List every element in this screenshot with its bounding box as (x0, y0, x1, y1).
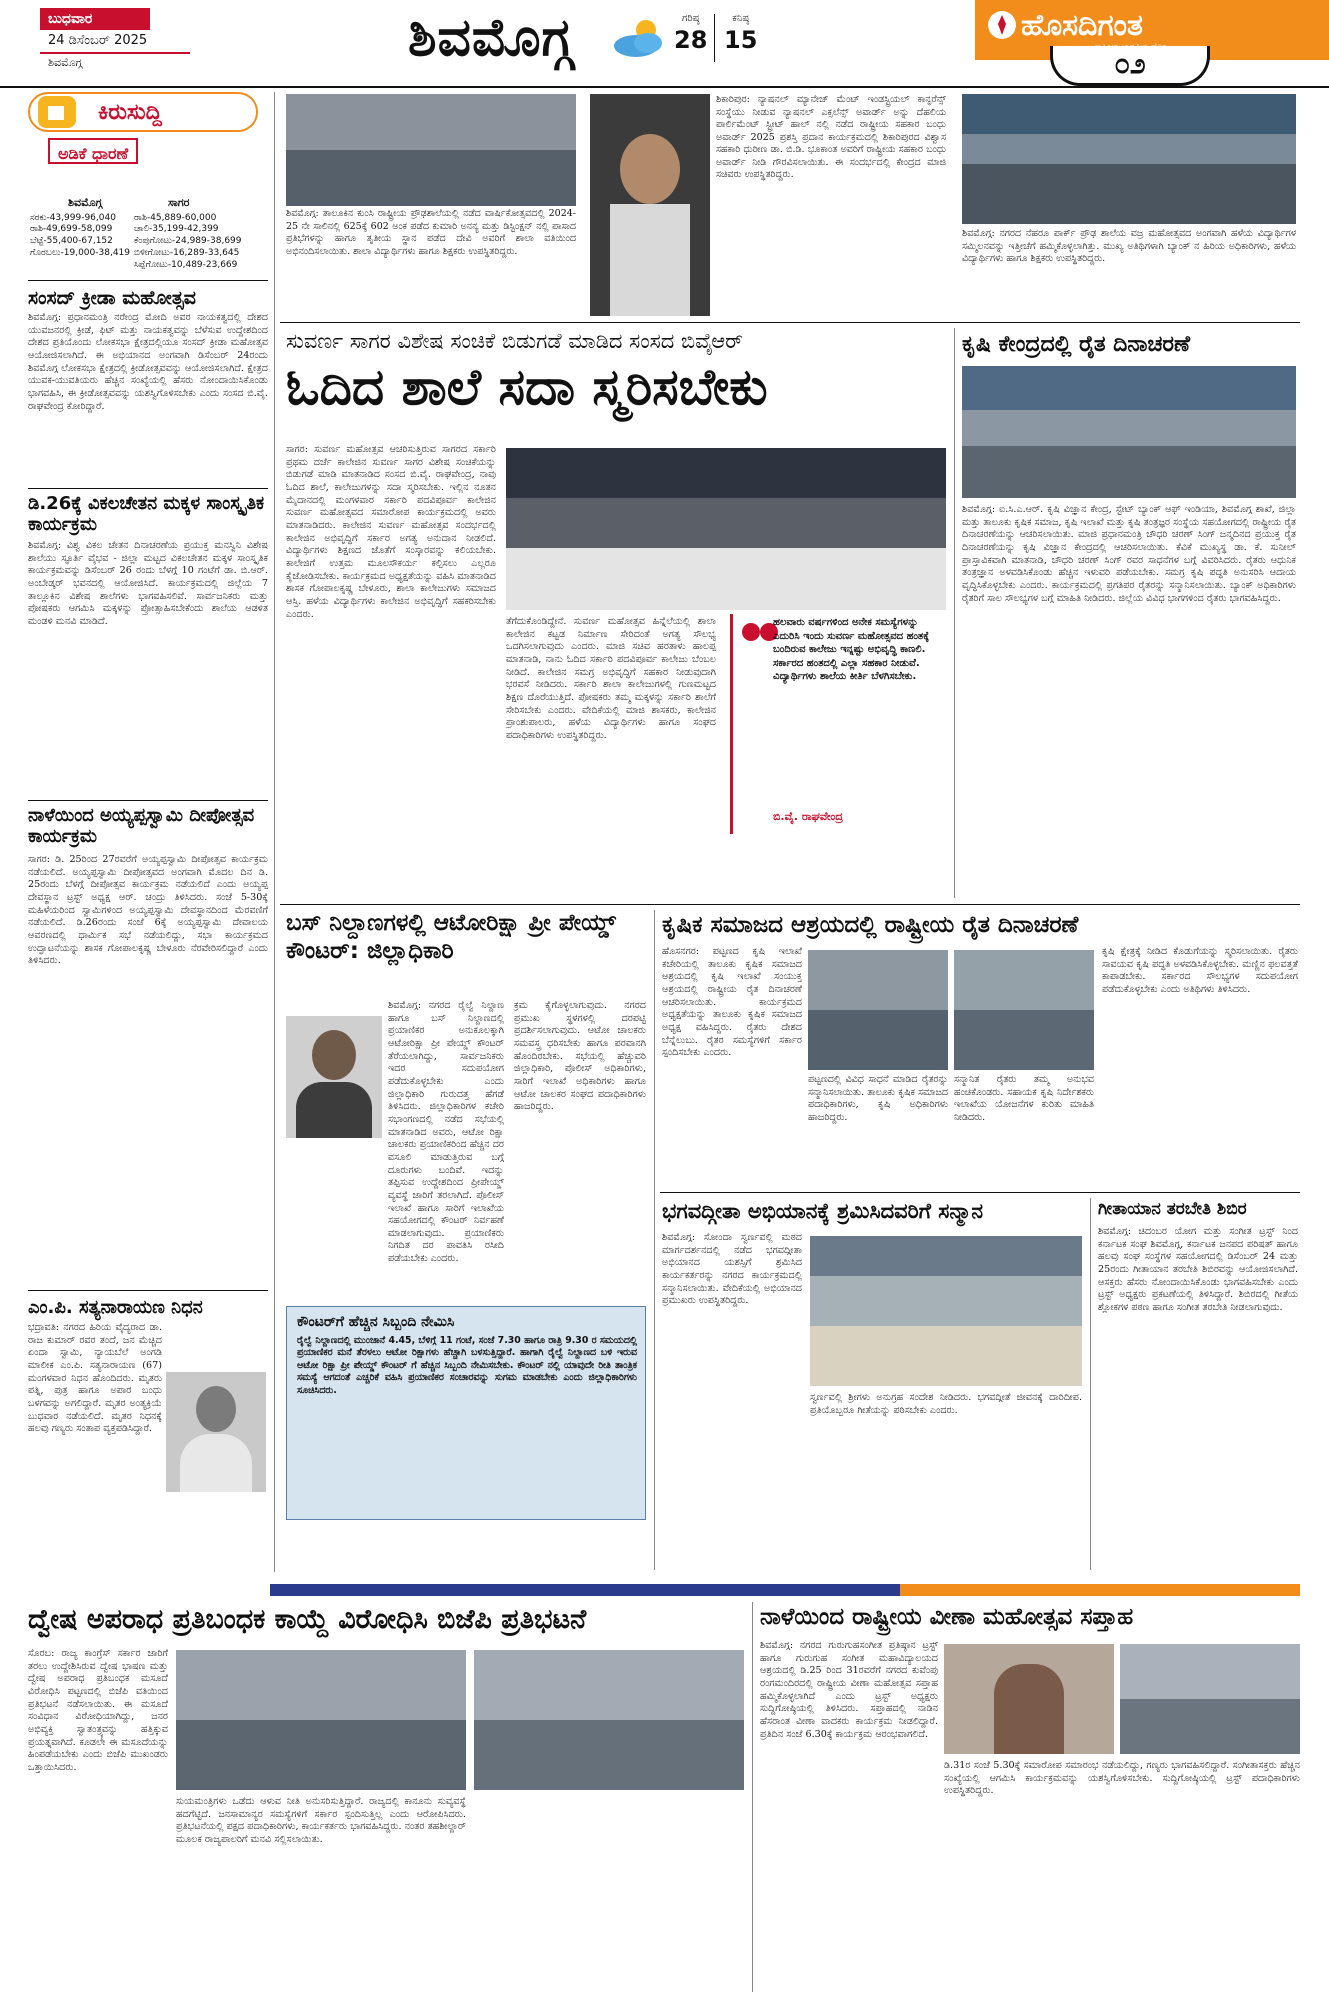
photo-veena-2 (1120, 1644, 1300, 1754)
market-cell: ಸರಕು-43,999-96,040 (30, 212, 116, 223)
column-divider (1090, 1198, 1091, 1570)
article-title: ಕೃಷಿಕ ಸಮಾಜದ ಆಶ್ರಯದಲ್ಲಿ ರಾಷ್ಟ್ರೀಯ ರೈತ ದಿನಾಚರಣೆ (662, 912, 1079, 938)
quote-author: ಬಿ.ವೈ. ರಾಘವೇಂದ್ರ (773, 810, 844, 823)
article-title: ಡಿ.26ಕ್ಕೆ ವಿಕಲಚೇತನ ಮಕ್ಕಳ ಸಾಂಸ್ಕೃತಿಕ ಕಾರ್ಯಕ್ರಮ (28, 493, 265, 535)
divider (280, 904, 1300, 905)
market-col2-head: ಸಾಗರ (168, 196, 190, 209)
market-cell: ಬಿಳೀಗೋಟು-16,289-33,645 (134, 248, 240, 259)
photo-gita (810, 1236, 1082, 1386)
article-body: ಸೊರಬ: ರಾಜ್ಯ ಕಾಂಗ್ರೆಸ್ ಸರ್ಕಾರ ಜಾರಿಗೆ ತರಲು ಉದ್ದೇಶಿಸಿರುವ ದ್ವೇಷ ಭಾಷಣ ಮತ್ತು ದ್ವೇಷ ಅಪರಾಧ ಪ್ರತಿಬಂಧಕ ಮಸೂದೆ ವಿರೋಧಿಸಿ ಪಟ್ಟಣದಲ್ಲಿ ಬಿಜೆಪಿ ವತಿಯಿಂದ ಪ್ರತಿಭಟನೆ ನಡೆಸಲಾಯಿತು. ಈ ಮಸೂದೆ ಸಂವಿಧಾನ ವಿರೋಧಿಯಾಗಿದ್ದು, ಜನರ ಅಭಿವ್ಯಕ್ತಿ ಸ್ವಾತಂತ್ರ್ಯವನ್ನು ಹತ್ತಿಕ್ಕುವ ಪ್ರಯತ್ನವಾಗಿದೆ. ಕೂಡಲೇ ಈ ಮಸೂದೆಯನ್ನು ಹಿಂಪಡೆಯಬೇಕು ಎಂದು ಬಿಜೆಪಿ ಮುಖಂಡರು ಒತ್ತಾಯಿಸಿದರು. (28, 1648, 168, 1773)
day: ಬುಧವಾರ (40, 8, 150, 30)
brand-name: ಹೊಸದಿಗಂತ (1021, 8, 1143, 43)
lead-title: ಓದಿದ ಶಾಲೆ ಸದಾ ಸ್ಮರಿಸಬೇಕು (286, 358, 768, 416)
article-title: ನಾಳೆಯಿಂದ ರಾಷ್ಟ್ರೀಯ ವೀಣಾ ಮಹೋತ್ಸವ ಸಪ್ತಾಹ (760, 1604, 1134, 1630)
quote-text: ಹಲವಾರು ವರ್ಷಗಳಿಂದ ಅನೇಕ ಸಮಸ್ಯೆಗಳನ್ನು ಎದುರಿಸಿ ಇಂದು ಸುವರ್ಣ ಮಹೋತ್ಸವದ ಹಂತಕ್ಕೆ ಬಂದಿರುವ ಕಾಲೇಜು ಇನ್ನಷ್ಟು ಅಭಿವೃದ್ಧಿ ಕಾಣಲಿ. ಸರ್ಕಾರದ ಹಂತದಲ್ಲಿ ಎಲ್ಲಾ ಸಹಕಾರ ನೀಡುವೆ. ವಿದ್ಯಾರ್ಥಿಗಳು ಶಾಲೆಯ ಕೀರ್ತಿ ಬೆಳಗಿಸಬೇಕು. (773, 617, 930, 682)
article-body: ಹೊಸನಗರ: ಪಟ್ಟಣದ ಕೃಷಿ ಇಲಾಖೆ ಕಚೇರಿಯಲ್ಲಿ ತಾಲೂಕು ಕೃಷಿಕ ಸಮಾಜದ ಆಶ್ರಯದಲ್ಲಿ ಕೃಷಿ ಇಲಾಖೆ ಸಂಯುಕ್ತ ಆಶ್ರಯದಲ್ಲಿ ರಾಷ್ಟ್ರೀಯ ರೈತ ದಿನಾಚರಣೆ ಆಚರಿಸಲಾಯಿತು. ಕಾರ್ಯಕ್ರಮದ ಅಧ್ಯಕ್ಷತೆಯನ್ನು ತಾಲೂಕು ಕೃಷಿಕ ಸಮಾಜದ ಅಧ್ಯಕ್ಷ ವಹಿಸಿದ್ದರು. ರೈತರು ದೇಶದ ಬೆನ್ನೆಲುಬು. ರೈತರ ಸಮಸ್ಯೆಗಳಿಗೆ ಸರ್ಕಾರ ಸ್ಪಂದಿಸಬೇಕು ಎಂದರು. (662, 946, 802, 1059)
market-cell: ರಾಶಿ-45,889-60,000 (134, 212, 217, 223)
photo-protest-2 (474, 1650, 744, 1790)
article-body: ಸಾಗರ: ಡಿ. 25ರಿಂದ 27ರವರೆಗೆ ಅಯ್ಯಪ್ಪಸ್ವಾಮಿ ದೀಪೋತ್ಸವ ಕಾರ್ಯಕ್ರಮ ನಡೆಯಲಿದೆ. ಅಯ್ಯಪ್ಪಸ್ವಾಮಿ ದೀಪೋತ್ಸವದ ಅಂಗವಾಗಿ ಮೊದಲ ದಿನ ಡಿ. 25ರಂದು ಬೆಳಗ್ಗೆ ದೀಪೋತ್ಸವ ಕಾರ್ಯಕ್ರಮ ನಡೆಯಲಿದೆ ಎಂದು ಅಯ್ಯಪ್ಪ ದೇವಸ್ಥಾನ ಟ್ರಸ್ಟ್ ಅಧ್ಯಕ್ಷ ಆರ್. ಚಂದ್ರು ತಿಳಿಸಿದರು. ಸಂಜೆ 5-30ಕ್ಕೆ ಮಹಿಳೆಯರಿಂದ ಸ್ವಾಮಿಗಳಿಂದ ಅಯ್ಯಪ್ಪಸ್ವಾಮಿ ದೇವಸ್ಥಾನದಿಂದ ಮೆರವಣಿಗೆ ನಡೆಯಲಿದೆ. ಡಿ.26ರಂದು ಸಂಜೆ 6ಕ್ಕೆ ಅಯ್ಯಪ್ಪಸ್ವಾಮಿ ದೇವಾಲಯ ಆವರಣದಲ್ಲಿ ಧಾರ್ಮಿಕ ಸಭೆ ನಡೆಯಲಿದ್ದು, ಸಭಾ ಕಾರ್ಯಕ್ರಮದ ಉದ್ಘಾಟನೆಯನ್ನು ಶಾಸಕ ಗೋಪಾಲಕೃಷ್ಣ ಬೇಳೂರು ನೆರವೇರಿಸಲಿದ್ದಾರೆ ಎಂದು ತಿಳಿಸಿದರು. (28, 854, 268, 967)
market-cell: ಚಾಲಿ-35,199-42,399 (134, 224, 219, 235)
article-title: ಗೀತಾಯಾನ ತರಬೇತಿ ಶಿಬಿರ (1098, 1199, 1247, 1219)
divider (28, 800, 268, 801)
column-divider (954, 328, 955, 898)
photo-school-felicitation (286, 94, 576, 206)
market-col1-head: ಶಿವಮೊಗ್ಗ (68, 196, 103, 209)
section-bar-orange (900, 1584, 1300, 1596)
article-title: ಸಂಸದ್ ಕ್ರೀಡಾ ಮಹೋತ್ಸವ (28, 287, 196, 309)
article-title: ನಾಳೆಯಿಂದ ಅಯ್ಯಪ್ಪಸ್ವಾಮಿ ದೀಪೋತ್ಸವ ಕಾರ್ಯಕ್ರಮ (28, 805, 255, 847)
article-title: ಎಂ.ಪಿ. ಸತ್ಯನಾರಾಯಣ ನಿಧನ (28, 1297, 203, 1318)
photo-caption: ಪಟ್ಟಣದಲ್ಲಿ ವಿವಿಧ ಸಾಧನೆ ಮಾಡಿದ ರೈತರನ್ನು ಸನ್ಮಾನಿಸಲಾಯಿತು. ತಾಲೂಕು ಕೃಷಿಕ ಸಮಾಜದ ಪದಾಧಿಕಾರಿಗಳು, ಕೃಷಿ ಅಧಿಕಾರಿಗಳು ಹಾಜರಿದ್ದರು. (808, 1074, 948, 1123)
date: 24 ಡಿಸೆಂಬರ್ 2025 (40, 30, 190, 53)
photo-district-collector (286, 1016, 382, 1138)
photo-alumni-meet (962, 94, 1296, 224)
divider (280, 322, 1300, 323)
column-divider (274, 92, 275, 1572)
photo-award (590, 94, 710, 316)
photo-veena-1 (944, 1644, 1114, 1754)
market-cell: ಸಿಪ್ಪೆಗೋಟು-10,489-23,669 (134, 260, 238, 271)
article-body: ಶಿವಮೊಗ್ಗ: ಐ.ಸಿ.ಎ.ಆರ್. ಕೃಷಿ ವಿಜ್ಞಾನ ಕೇಂದ್ರ, ಸ್ಟೇಟ್ ಬ್ಯಾಂಕ್ ಆಫ್ ಇಂಡಿಯಾ, ಶಿವಮೊಗ್ಗ ಶಾಖೆ, ಜಿಲ್ಲಾ ಮತ್ತು ತಾಲೂಕು ಕೃಷಿಕ ಸಮಾಜ, ಕೃಷಿ ಇಲಾಖೆ ಮತ್ತು ಕೃಷಿ ತಂತ್ರಜ್ಞರ ಸಂಸ್ಥೆಯ ಸಹಯೋಗದಲ್ಲಿ ರಾಷ್ಟ್ರೀಯ ರೈತ ದಿನಾಚರಣೆಯನ್ನು ಆಚರಿಸಲಾಯಿತು. ಮಾಜಿ ಪ್ರಧಾನಮಂತ್ರಿ ಚೌಧರಿ ಚರಣ್ ಸಿಂಗ್ ಜನ್ಮದಿನದ ಪ್ರಯುಕ್ತ ರೈತ ದಿನಾಚರಣೆಯನ್ನು ಕೃಷಿ ವಿಜ್ಞಾನ ಕೇಂದ್ರದಲ್ಲಿ ಆಚರಿಸಲಾಯಿತು. ಕೆವಿಕೆ ಮುಖ್ಯಸ್ಥ ಡಾ. ಕೆ. ಸುನೀಲ್ ಪ್ರಾಸ್ತಾವಿಕವಾಗಿ ಮಾತನಾಡಿ, ಚೌಧರಿ ಚರಣ್ ಸಿಂಗ್ ರವರ ಸಾಧನೆಗಳ ಬಗ್ಗೆ ವಿವರಿಸಿದರು. ರೈತರು ಆಧುನಿಕ ತಂತ್ರಜ್ಞಾನ ಅಳವಡಿಸಿಕೊಂಡು ಹೆಚ್ಚಿನ ಇಳುವರಿ ಪಡೆಯಬೇಕು. ಸಮಗ್ರ ಕೃಷಿ ಪದ್ಧತಿ ಅನುಸರಿಸಿ ಆದಾಯ ವೃದ್ಧಿಸಿಕೊಳ್ಳಬೇಕು ಎಂದರು. ಕಾರ್ಯಕ್ರಮದಲ್ಲಿ ಪ್ರಗತಿಪರ ರೈತರನ್ನು ಸನ್ಮಾನಿಸಲಾಯಿತು. ಬ್ಯಾಂಕ್ ಅಧಿಕಾರಿಗಳು ರೈತರಿಗೆ ಸಾಲ ಸೌಲಭ್ಯಗಳ ಬಗ್ಗೆ ಮಾಹಿತಿ ನೀಡಿದರು. ಜಿಲ್ಲೆಯ ವಿವಿಧ ಭಾಗಗಳಿಂದ ರೈತರು ಭಾಗವಹಿಸಿದ್ದರು. (962, 504, 1296, 604)
lead-body-col2: ತೆಗೆದುಕೊಂಡಿದ್ದೇನೆ. ಸುವರ್ಣ ಮಹೋತ್ಸವ ಹಿನ್ನೆಲೆಯಲ್ಲಿ ಶಾಲಾ ಕಾಲೇಜಿನ ಕಟ್ಟಡ ನಿರ್ಮಾಣ ಸೇರಿದಂತೆ ಅಗತ್ಯ ಸೌಲಭ್ಯ ಒದಗಿಸಲಾಗುವುದು ಎಂದರು. ಮಾಜಿ ಸಚಿವ ಹರತಾಳು ಹಾಲಪ್ಪ ಮಾತನಾಡಿ, ನಾನು ಓದಿದ ಸರ್ಕಾರಿ ಪದವಿಪೂರ್ವ ಕಾಲೇಜು ಬೆಂಬಲ ನೀಡಿದೆ. ಕಾಲೇಜಿನ ಸಮಗ್ರ ಅಭಿವೃದ್ಧಿಗೆ ಸಹಕಾರ ನೀಡುವುದಾಗಿ ಭರವಸೆ ನೀಡಿದರು. ಸರ್ಕಾರಿ ಶಾಲಾ ಕಾಲೇಜುಗಳಲ್ಲಿ ಗುಣಮಟ್ಟದ ಶಿಕ್ಷಣ ದೊರೆಯುತ್ತಿದೆ. ಪೋಷಕರು ತಮ್ಮ ಮಕ್ಕಳನ್ನು ಸರ್ಕಾರಿ ಶಾಲೆಗೆ ಸೇರಿಸಬೇಕು ಎಂದರು. ವೇದಿಕೆಯಲ್ಲಿ ಮಾಜಿ ಶಾಸಕರು, ಕಾಲೇಜಿನ ಪ್ರಾಂಶುಪಾಲರು, ಹಳೆಯ ವಿದ್ಯಾರ್ಥಿಗಳು ಹಾಗೂ ಸಂಘದ ಪದಾಧಿಕಾರಿಗಳು ಉಪಸ್ಥಿತರಿದ್ದರು. (506, 616, 716, 741)
lead-photo (506, 448, 946, 610)
photo-caption: ಸನ್ಮಾನಿತ ರೈತರು ತಮ್ಮ ಅನುಭವ ಹಂಚಿಕೊಂಡರು. ಸಹಾಯಕ ಕೃಷಿ ನಿರ್ದೇಶಕರು ಇಲಾಖೆಯ ಯೋಜನೆಗಳ ಕುರಿತು ಮಾಹಿತಿ ನೀಡಿದರು. (954, 1074, 1094, 1123)
max-temp: 28 (674, 26, 708, 55)
article-body: ಶಿವಮೊಗ್ಗ: ನಗರದ ಗುರುಗುಹಸಂಗೀತ ಪ್ರತಿಷ್ಠಾನ ಟ್ರಸ್ಟ್ ಹಾಗೂ ಗುರುಗುಹ ಸಂಗೀತ ಮಹಾವಿದ್ಯಾಲಯದ ಆಶ್ರಯದಲ್ಲಿ ಡಿ.25 ರಿಂದ 31ರವರೆಗೆ ನಗರದ ಕುವೆಂಪು ರಂಗಮಂದಿರದಲ್ಲಿ ರಾಷ್ಟ್ರೀಯ ವೀಣಾ ಮಹೋತ್ಸವ ಸಪ್ತಾಹ ಹಮ್ಮಿಕೊಳ್ಳಲಾಗಿದೆ ಎಂದು ಟ್ರಸ್ಟ್ ಅಧ್ಯಕ್ಷರು ಸುದ್ದಿಗೋಷ್ಠಿಯಲ್ಲಿ ತಿಳಿಸಿದರು. ಸಪ್ತಾಹದಲ್ಲಿ ನಾಡಿನ ಹೆಸರಾಂತ ವೀಣಾ ವಾದಕರು ಕಾರ್ಯಕ್ರಮ ನೀಡಲಿದ್ದಾರೆ. ಪ್ರತಿದಿನ ಸಂಜೆ 6.30ಕ್ಕೆ ಕಾರ್ಯಕ್ರಮ ಆರಂಭವಾಗಲಿದೆ. (760, 1640, 938, 1740)
masthead (0, 0, 1329, 86)
market-table (28, 196, 268, 272)
obituary-photo (166, 1372, 266, 1492)
article-body: ಶಿವಮೊಗ್ಗ: ಸೋಂದಾ ಸ್ವರ್ಣವಲ್ಲಿ ಮಠದ ಮಾರ್ಗದರ್ಶನದಲ್ಲಿ ನಡೆದ ಭಗವದ್ಗೀತಾ ಅಭಿಯಾನದ ಯಶಸ್ಸಿಗೆ ಶ್ರಮಿಸಿದ ಕಾರ್ಯಕರ್ತರನ್ನು ನಗರದ ಕಾರ್ಯಕ್ರಮದಲ್ಲಿ ಸನ್ಮಾನಿಸಲಾಯಿತು. ವೇದಿಕೆಯಲ್ಲಿ ಅಭಿಯಾನದ ಪ್ರಮುಖರು ಉಪಸ್ಥಿತರಿದ್ದರು. (662, 1232, 802, 1307)
header-rule (0, 86, 1329, 88)
info-box (286, 1306, 646, 1520)
article-body: ಶಿವಮೊಗ್ಗ: ವಿಶ್ವ ವಿಕಲ ಚೇತನ ದಿನಾಚರಣೆಯ ಪ್ರಯುಕ್ತ ಮನಸ್ವಿನಿ ವಿಶೇಷ ಶಾಲೆಯು ಸ್ಫೂರ್ತಿ ವೈಭವ - ಜಿಲ್ಲಾ ಮಟ್ಟದ ವಿಕಲಚೇತನ ಮಕ್ಕಳ ಸಾಂಸ್ಕೃತಿಕ ಕಾರ್ಯಕ್ರಮವನ್ನು ಡಿಸೆಂಬರ್ 26 ರಂದು ಬೆಳಗ್ಗೆ 10 ಗಂಟೆಗೆ ಡಾ. ಬಿ.ಆರ್. ಅಂಬೇಡ್ಕರ್ ಭವನದಲ್ಲಿ ಆಯೋಜಿಸಿದೆ. ಕಾರ್ಯಕ್ರಮದಲ್ಲಿ ಜಿಲ್ಲೆಯ 7 ತಾಲ್ಲೂಕಿನ ವಿಶೇಷ ಶಾಲೆಗಳು ಭಾಗವಹಿಸಲಿವೆ. ಸಾರ್ವಜನಿಕರು ಮತ್ತು ಪೋಷಕರು ಆಗಮಿಸಿ ಮಕ್ಕಳನ್ನು ಪ್ರೋತ್ಸಾಹಿಸಬೇಕೆಂದು ಶಾಲೆಯ ಆಡಳಿತ ಮಂಡಳಿ ಮನವಿ ಮಾಡಿದೆ. (28, 540, 268, 627)
max-temp-label: ಗರಿಷ್ಠ (681, 13, 700, 24)
market-title: ಅಡಿಕೆ ಧಾರಣೆ (58, 144, 129, 163)
market-cell: ಕೆಂಪುಗೋಟು-24,989-38,699 (134, 236, 242, 247)
article-body: ಶಿವಮೊಗ್ಗ: ನಗರದ ರೈಲ್ವೆ ನಿಲ್ದಾಣ ಹಾಗೂ ಬಸ್ ನಿಲ್ದಾಣದಲ್ಲಿ ಪ್ರಯಾಣಿಕರ ಅನುಕೂಲಕ್ಕಾಗಿ ಆಟೋರಿಕ್ಷಾ ಪ್ರೀ ಪೇಯ್ಡ್ ಕೌಂಟರ್ ತೆರೆಯಲಾಗಿದ್ದು, ಸಾರ್ವಜನಿಕರು ಇದರ ಸದುಪಯೋಗ ಪಡೆದುಕೊಳ್ಳಬೇಕು ಎಂದು ಜಿಲ್ಲಾಧಿಕಾರಿ ಗುರುದತ್ತ ಹೆಗಡೆ ತಿಳಿಸಿದರು. ಜಿಲ್ಲಾಧಿಕಾರಿಗಳ ಕಚೇರಿ ಸಭಾಂಗಣದಲ್ಲಿ ನಡೆದ ಸಭೆಯಲ್ಲಿ ಮಾತನಾಡಿದ ಅವರು, ಆಟೋ ರಿಕ್ಷಾ ಚಾಲಕರು ಪ್ರಯಾಣಿಕರಿಂದ ಹೆಚ್ಚಿನ ದರ ವಸೂಲಿ ಮಾಡುತ್ತಿರುವ ಬಗ್ಗೆ ದೂರುಗಳು ಬಂದಿವೆ. ಇದನ್ನು ತಪ್ಪಿಸುವ ಉದ್ದೇಶದಿಂದ ಪ್ರೀಪೇಯ್ಡ್ ವ್ಯವಸ್ಥೆ ಜಾರಿಗೆ ತರಲಾಗಿದೆ. ಪೊಲೀಸ್ ಇಲಾಖೆ ಹಾಗೂ ಸಾರಿಗೆ ಇಲಾಖೆಯ ಸಹಯೋಗದಲ್ಲಿ ಕೌಂಟರ್ ನಿರ್ವಹಣೆ ಮಾಡಲಾಗುವುದು. ಪ್ರಯಾಣಿಕರು ನಿಗದಿತ ದರ ಪಾವತಿಸಿ ರಸೀದಿ ಪಡೆಯಬೇಕು ಎಂದರು. (388, 1000, 504, 1265)
article-title: ಬಸ್ ನಿಲ್ದಾಣಗಳಲ್ಲಿ ಆಟೋರಿಕ್ಷಾ ಪ್ರೀ ಪೇಯ್ಡ್ ಕೌಂಟರ್: ಜಿಲ್ಲಾಧಿಕಾರಿ (286, 910, 616, 964)
divider (28, 280, 268, 281)
market-cell: ಗೊರಬಲು-19,000-38,419 (30, 248, 130, 259)
info-box-title: ಕೌಂಟರ್‌ಗೆ ಹೆಚ್ಚಿನ ಸಿಬ್ಬಂದಿ ನೇಮಿಸಿ (297, 1314, 455, 1330)
brand-logo-icon (987, 10, 1017, 40)
date-block (40, 8, 270, 72)
market-title-box (48, 138, 138, 164)
column-divider (752, 1602, 753, 1992)
column-divider (654, 910, 655, 1570)
market-cell: ಬೆಟ್ಟೆ-55,400-67,152 (30, 236, 113, 247)
weather-icon (610, 16, 670, 60)
photo-krushika-1 (808, 950, 948, 1070)
lead-body-col1: ಸಾಗರ: ಸುವರ್ಣ ಮಹೋತ್ಸವ ಆಚರಿಸುತ್ತಿರುವ ಸಾಗರದ ಸರ್ಕಾರಿ ಪ್ರಥಮ ದರ್ಜೆ ಕಾಲೇಜಿನ ಸುವರ್ಣ ಸಾಗರ ವಿಶೇಷ ಸಂಚಿಕೆಯನ್ನು ಬಿಡುಗಡೆ ಮಾಡಿ ಮಾತನಾಡಿದ ಸಂಸದ ಬಿ.ವೈ. ರಾಘವೇಂದ್ರ, ನಾವು ಓದಿದ ಶಾಲೆ, ಕಾಲೇಜುಗಳನ್ನು ಸದಾ ಸ್ಮರಿಸಬೇಕು. ಇಲ್ಲಿನ ನೂತನ ಮೈದಾನದಲ್ಲಿ ಮಂಗಳವಾರ ಸರ್ಕಾರಿ ಪದವಿಪೂರ್ವ ಕಾಲೇಜಿನ ಸುವರ್ಣ ಮಹೋತ್ಸವದ ಸಮಾರೋಪ ಕಾರ್ಯಕ್ರಮದಲ್ಲಿ ಅವರು ಮಾತನಾಡಿದರು. ಕಾಲೇಜಿನ ಸುವರ್ಣ ಮಹೋತ್ಸವ ಸಂದರ್ಭದಲ್ಲಿ ಕಾಲೇಜಿನ ಅಭಿವೃದ್ಧಿಗೆ ಸರ್ಕಾರ ಅಗತ್ಯ ಅನುದಾನ ನೀಡಲಿದೆ. ವಿದ್ಯಾರ್ಥಿಗಳು ಶಿಕ್ಷಣದ ಜೊತೆಗೆ ಸಂಸ್ಕಾರವನ್ನು ಕಲಿಯಬೇಕು. ಕಾಲೇಜಿಗೆ ಉತ್ತಮ ಮೂಲಸೌಕರ್ಯ ಕಲ್ಪಿಸಲು ಎಲ್ಲರೂ ಕೈಜೋಡಿಸಬೇಕು. ಕಾರ್ಯಕ್ರಮದ ಅಧ್ಯಕ್ಷತೆಯನ್ನು ವಹಿಸಿ ಮಾತನಾಡಿದ ಶಾಸಕ ಗೋಪಾಲಕೃಷ್ಣ ಬೇಳೂರು, ಶಾಲಾ ಕಾಲೇಜುಗಳು ಸಮಾಜದ ಆಸ್ತಿ. ಹಳೆಯ ವಿದ್ಯಾರ್ಥಿಗಳು ಕಾಲೇಜಿನ ಅಭಿವೃದ್ಧಿಗೆ ಸಹಕರಿಸಬೇಕು ಎಂದರು. (286, 444, 496, 620)
article-body: ಕ್ರಮ ಕೈಗೊಳ್ಳಲಾಗುವುದು. ನಗರದ ಪ್ರಮುಖ ಸ್ಥಳಗಳಲ್ಲಿ ದರಪಟ್ಟಿ ಪ್ರದರ್ಶಿಸಲಾಗುವುದು. ಆಟೋ ಚಾಲಕರು ಸಮವಸ್ತ್ರ ಧರಿಸಬೇಕು ಹಾಗೂ ಪರವಾನಗಿ ಹೊಂದಿರಬೇಕು. ಸಭೆಯಲ್ಲಿ ಹೆಚ್ಚುವರಿ ಜಿಲ್ಲಾಧಿಕಾರಿ, ಪೊಲೀಸ್ ಅಧಿಕಾರಿಗಳು, ಸಾರಿಗೆ ಇಲಾಖೆ ಅಧಿಕಾರಿಗಳು ಹಾಗೂ ಆಟೋ ಚಾಲಕರ ಸಂಘದ ಪದಾಧಿಕಾರಿಗಳು ಹಾಜರಿದ್ದರು. (514, 1000, 646, 1113)
article-body: ಕೃಷಿ ಕ್ಷೇತ್ರಕ್ಕೆ ನೀಡಿದ ಕೊಡುಗೆಯನ್ನು ಸ್ಮರಿಸಲಾಯಿತು. ರೈತರು ಸಾವಯವ ಕೃಷಿ ಪದ್ಧತಿ ಅಳವಡಿಸಿಕೊಳ್ಳಬೇಕು. ಮಣ್ಣಿನ ಫಲವತ್ತತೆ ಕಾಪಾಡಬೇಕು. ಸರ್ಕಾರದ ಸೌಲಭ್ಯಗಳ ಸದುಪಯೋಗ ಪಡೆದುಕೊಳ್ಳಬೇಕು ಎಂದು ಅತಿಥಿಗಳು ತಿಳಿಸಿದರು. (1102, 946, 1298, 995)
weather-widget (610, 10, 780, 70)
photo-caption: ಶಿವಮೊಗ್ಗ: ನಗರದ ನೆಹರೂ ಪಾರ್ಕ್ ಪ್ರೌಢ ಶಾಲೆಯ ವಜ್ರ ಮಹೋತ್ಸವದ ಅಂಗವಾಗಿ ಹಳೆಯ ವಿದ್ಯಾರ್ಥಿಗಳ ಸಮ್ಮಿಲನವನ್ನು ಇತ್ತೀಚೆಗೆ ಹಮ್ಮಿಕೊಳ್ಳಲಾಗಿತ್ತು. ಮುಖ್ಯ ಅತಿಥಿಗಳಾಗಿ ಬ್ಯಾಂಕ್ ನ ಹಿರಿಯ ಅಧಿಕಾರಿಗಳು, ಹಳೆಯ ವಿದ್ಯಾರ್ಥಿಗಳು ಹಾಗೂ ಶಿಕ್ಷಕರು ಉಪಸ್ಥಿತರಿದ್ದರು. (962, 228, 1296, 265)
divider (28, 488, 268, 489)
article-title: ಭಗವದ್ಗೀತಾ ಅಭಿಯಾನಕ್ಕೆ ಶ್ರಮಿಸಿದವರಿಗೆ ಸನ್ಮಾನ (662, 1199, 984, 1223)
divider (660, 1192, 1300, 1193)
article-body: ಶಿವಮೊಗ್ಗ: ಪ್ರಧಾನಮಂತ್ರಿ ನರೇಂದ್ರ ಮೋದಿ ಅವರ ನಾಯಕತ್ವದಲ್ಲಿ ದೇಶದ ಯುವಜನರಲ್ಲಿ ಕ್ರೀಡೆ, ಫಿಟ್ ಮತ್ತು ನಾಯಕತ್ವವನ್ನು ಬೆಳೆಸುವ ಉದ್ದೇಶದಿಂದ ದೇಶದ ಪ್ರತಿಯೊಂದು ಲೋಕಸಭಾ ಕ್ಷೇತ್ರದಲ್ಲಿಯೂ ಸಂಸದ್ ಕ್ರೀಡಾ ಮಹೋತ್ಸವ ಆಯೋಜಿಸಲಾಗಿದೆ. ಈ ಅಭಿಯಾನದ ಅಂಗವಾಗಿ ಡಿಸೆಂಬರ್ 24ರಂದು ಶಿವಮೊಗ್ಗ ಲೋಕಸಭಾ ಕ್ಷೇತ್ರದಲ್ಲಿ ಕ್ರೀಡೋತ್ಸವವನ್ನು ಆಯೋಜಿಸಲಾಗಿದೆ. ಕ್ಷೇತ್ರದ ಯುವಕ-ಯುವತಿಯರು ಹೆಚ್ಚಿನ ಸಂಖ್ಯೆಯಲ್ಲಿ ಹೆಸರು ನೋಂದಾಯಿಸಿಕೊಂಡು ಭಾಗವಹಿಸಿ, ಈ ಕ್ರೀಡೋತ್ಸವವನ್ನು ಯಶಸ್ವಿಗೊಳಿಸಬೇಕು ಎಂದು ಸಂಸದ ಬಿ.ವೈ. ರಾಘವೇಂದ್ರ ಕೋರಿದ್ದಾರೆ. (28, 312, 268, 412)
article-body: ಶಿವಮೊಗ್ಗ: ಚಿದಂಬರ ಯೋಗ ಮತ್ತು ಸಂಗೀತ ಟ್ರಸ್ಟ್ ನಿಂದ ಕರ್ನಾಟಕ ಸಂಘ ಶಿವಮೊಗ್ಗ, ಕರ್ನಾಟಕ ಜನಪದ ಪರಿಷತ್ ಹಾಗೂ ಹಲವು ಸಂಘ ಸಂಸ್ಥೆಗಳ ಸಹಯೋಗದಲ್ಲಿ ಡಿಸೆಂಬರ್ 24 ಮತ್ತು 25ರಂದು ಗೀತಾಯಾನ ತರಬೇತಿ ಶಿಬಿರವನ್ನು ಆಯೋಜಿಸಲಾಗಿದೆ. ಆಸಕ್ತರು ಹೆಸರು ನೋಂದಾಯಿಸಿಕೊಂಡು ಭಾಗವಹಿಸಬೇಕು ಎಂದು ಟ್ರಸ್ಟ್ ಅಧ್ಯಕ್ಷರು ಪ್ರಕಟಣೆಯಲ್ಲಿ ತಿಳಿಸಿದ್ದಾರೆ. ಶಿಬಿರದಲ್ಲಿ ಗೀತೆಯ ಶ್ಲೋಕಗಳ ಪಠಣ ಹಾಗೂ ಸಂಗೀತ ತರಬೇತಿ ನೀಡಲಾಗುವುದು. (1098, 1226, 1298, 1313)
photo-krushika-2 (954, 950, 1094, 1070)
article-title: ದ್ವೇಷ ಅಪರಾಧ ಪ್ರತಿಬಂಧಕ ಕಾಯ್ದೆ ವಿರೋಧಿಸಿ ಬಿಜೆಪಿ ಪ್ರತಿಭಟನೆ (28, 1604, 587, 1635)
info-box-text: ರೈಲ್ವೆ ನಿಲ್ದಾಣದಲ್ಲಿ ಮುಂಜಾನೆ 4.45, ಬೆಳಿಗ್ಗೆ 11 ಗಂಟೆ, ಸಂಜೆ 7.30 ಹಾಗೂ ರಾತ್ರಿ 9.30 ರ ಸಮಯದಲ್ಲಿ ಪ್ರಯಾಣಿಕರ ಮನೆ ತೆರಳಲು ಆಟೋ ರಿಕ್ಷಾಗಳು ಹೆಚ್ಚಾಗಿ ಬಳಸುತ್ತಿದ್ದಾರೆ. ಹಾಗಾಗಿ ರೈಲ್ವೆ ನಿಲ್ದಾಣದ ಬಳಿ ಇರುವ ಆಟೋ ರಿಕ್ಷಾ ಪ್ರೀ ಪೇಯ್ಡ್ ಕೌಂಟರ್ ಗೆ ಹೆಚ್ಚಿನ ಸಿಬ್ಬಂದಿ ನೇಮಿಸಬೇಕು. ಕೌಂಟರ್ ನಲ್ಲಿ ಯಾವುದೇ ರೀತಿ ತಾಂತ್ರಿಕ ಸಮಸ್ಯೆ ಆಗದಂತೆ ಎಚ್ಚರಿಕೆ ವಹಿಸಿ ಪ್ರಯಾಣಿಕರ ಸಂಚಾರವನ್ನು ಸುಗಮ ಮಾಡಬೇಕು ಎಂದು ಜಿಲ್ಲಾಧಿಕಾರಿಗಳು ಸೂಚಿಸಿದರು. (297, 1335, 637, 1396)
lead-kicker: ಸುವರ್ಣ ಸಾಗರ ವಿಶೇಷ ಸಂಚಿಕೆ ಬಿಡುಗಡೆ ಮಾಡಿದ ಸಂಸದ ಬಿವೈಆರ್ (286, 329, 743, 353)
article-title: ಕೃಷಿ ಕೇಂದ್ರದಲ್ಲಿ ರೈತ ದಿನಾಚರಣೆ (962, 332, 1191, 357)
kirusuddi-banner (28, 92, 268, 164)
photo-protest (176, 1650, 466, 1790)
photo-krishi (962, 366, 1296, 498)
article-body: ಸ್ವರ್ಣವಲ್ಲಿ ಶ್ರೀಗಳು ಅನುಗ್ರಹ ಸಂದೇಶ ನೀಡಿದರು. ಭಗವದ್ಗೀತೆ ಜೀವನಕ್ಕೆ ದಾರಿದೀಪ. ಪ್ರತಿಯೊಬ್ಬರೂ ಗೀತೆಯನ್ನು ಪಠಿಸಬೇಕು ಎಂದರು. (810, 1392, 1082, 1416)
lead-quote (730, 614, 946, 834)
article-body: ಭದ್ರಾವತಿ: ನಗರದ ಹಿರಿಯ ವೈದ್ಯರಾದ ಡಾ. ರಾಜ ಕುಮಾರ್ ರವರ ತಂದೆ, ಜನ ಮೆಚ್ಚಿದ ಏಂದಾ ಸ್ವಾಮಿ, ನ್ಯಾಯಬೆಲೆ ಅಂಗಡಿ ಮಾಲೀಕ ಎಂ.ಪಿ. ಸತ್ಯನಾರಾಯಣ (67) ಮಂಗಳವಾರ ನಿಧನ ಹೊಂದಿದರು. ಮೃತರು ಪತ್ನಿ, ಪುತ್ರ ಹಾಗೂ ಅಪಾರ ಬಂಧು ಬಳಗವನ್ನು ಅಗಲಿದ್ದಾರೆ. ಮೃತರ ಅಂತ್ಯಕ್ರಿಯೆ ಬುಧವಾರ ನಡೆಯಲಿದೆ. ಮೃತರ ನಿಧನಕ್ಕೆ ಹಲವು ಗಣ್ಯರು ಸಂತಾಪ ವ್ಯಕ್ತಪಡಿಸಿದ್ದಾರೆ. (28, 1322, 162, 1435)
min-temp-label: ಕನಿಷ್ಠ (732, 13, 750, 24)
photo-caption: ಶಿಕಾರಿಪುರ: ನ್ಯಾಷನಲ್ ಮ್ಯಾನೇಜ್ ಮೆಂಟ್ ಇಂಡಸ್ಟ್ರಿಯಲ್ ಕಾನ್ಫರೆನ್ಸ್ ಸಂಸ್ಥೆಯು ನೀಡುವ ನ್ಯಾಷನಲ್ ಎಕ್ಸಲೆನ್ಸ್ ಅವಾರ್ಡ್ ಅನ್ನು ದೆಹಲಿಯ ಪಾರ್ಲಿಮೆಂಟ್ ಸ್ಟ್ರೀಟ್ ಹಾಲ್ ನಲ್ಲಿ ನಡೆದ ರಾಷ್ಟ್ರೀಯ ಸಹಕಾರ ಬಂಧು ಅವಾರ್ಡ್ 2025 ಪ್ರಶಸ್ತಿ ಪ್ರದಾನ ಕಾರ್ಯಕ್ರಮದಲ್ಲಿ ಶಿಕಾರಿಪುರದ ವಿಶ್ವಾಸ ಸಹಕಾರಿ ಧುರೀಣ ಡಾ. ಬಿ.ಡಿ. ಭೂಕಾಂತ ಅವರಿಗೆ ರಾಷ್ಟ್ರೀಯ ಸಹಕಾರ ಬಂಧು ಅವಾರ್ಡ್ ನೀಡಿ ಗೌರವಿಸಲಾಯಿತು. ಈ ಸಂದರ್ಭದಲ್ಲಿ ಕೇಂದ್ರದ ಮಾಜಿ ಸಚಿವರು ಉಪಸ್ಥಿತರಿದ್ದರು. (716, 94, 946, 181)
kirusuddi-title: ಕಿರುಸುದ್ದಿ (98, 100, 162, 125)
city-title: ಶಿವಮೊಗ್ಗ (408, 8, 574, 68)
edition-place: ಶಿವಮೊಗ್ಗ (48, 55, 83, 69)
photo-caption: ಶಿವಮೊಗ್ಗ: ತಾಲೂಕಿನ ಕುಂಸಿ ರಾಷ್ಟ್ರೀಯ ಪ್ರೌಢಶಾಲೆಯಲ್ಲಿ ನಡೆದ ವಾರ್ಷಿಕೋತ್ಸವದಲ್ಲಿ 2024-25 ನೇ ಸಾಲಿನಲ್ಲಿ 625ಕ್ಕೆ 602 ಅಂಕ ಪಡೆದ ಕುಮಾರಿ ಅನನ್ಯ ಮತ್ತು ಡಿಸ್ಟಿಂಕ್ಷನ್ ನಲ್ಲಿ ಪಾಸಾದ ಪ್ರತಿಭೆಗಳನ್ನು ಹಾಗೂ ತೃತೀಯ ಸ್ಥಾನ ಪಡೆದ ದೇವಿ ಅವರಿಗೆ ಶಾಲಾ ವತಿಯಿಂದ ಅಭಿನಂದಿಸಲಾಯಿತು. ಶಾಲಾ ವಿದ್ಯಾರ್ಥಿಗಳು ಹಾಗೂ ಶಿಕ್ಷಕರು ಉಪಸ್ಥಿತರಿದ್ದರು. (286, 208, 576, 257)
hand-icon (34, 92, 80, 132)
page-number: ೦೨ (1050, 46, 1210, 86)
article-body: ಸುಯಮಂತ್ರಿಗಳು ಒಡೆದು ಆಳುವ ನೀತಿ ಅನುಸರಿಸುತ್ತಿದ್ದಾರೆ. ರಾಜ್ಯದಲ್ಲಿ ಕಾನೂನು ಸುವ್ಯವಸ್ಥೆ ಹದಗೆಟ್ಟಿದೆ. ಜನಸಾಮಾನ್ಯರ ಸಮಸ್ಯೆಗಳಿಗೆ ಸರ್ಕಾರ ಸ್ಪಂದಿಸುತ್ತಿಲ್ಲ ಎಂದು ಆರೋಪಿಸಿದರು. ಪ್ರತಿಭಟನೆಯಲ್ಲಿ ಪಕ್ಷದ ಪದಾಧಿಕಾರಿಗಳು, ಕಾರ್ಯಕರ್ತರು ಭಾಗವಹಿಸಿದ್ದರು. ನಂತರ ತಹಶೀಲ್ದಾರ್ ಮೂಲಕ ರಾಜ್ಯಪಾಲರಿಗೆ ಮನವಿ ಸಲ್ಲಿಸಲಾಯಿತು. (176, 1796, 466, 1845)
market-cell (28, 260, 132, 272)
article-body: ಡಿ.31ರ ಸಂಜೆ 5.30ಕ್ಕೆ ಸಮಾರೋಪ ಸಮಾರಂಭ ನಡೆಯಲಿದ್ದು, ಗಣ್ಯರು ಭಾಗವಹಿಸಲಿದ್ದಾರೆ. ಸಂಗೀತಾಸಕ್ತರು ಹೆಚ್ಚಿನ ಸಂಖ್ಯೆಯಲ್ಲಿ ಆಗಮಿಸಿ ಕಾರ್ಯಕ್ರಮವನ್ನು ಯಶಸ್ವಿಗೊಳಿಸಬೇಕು. ಸುದ್ದಿಗೋಷ್ಠಿಯಲ್ಲಿ ಟ್ರಸ್ಟ್ ಪದಾಧಿಕಾರಿಗಳು ಉಪಸ್ಥಿತರಿದ್ದರು. (944, 1760, 1300, 1797)
min-temp: 15 (724, 26, 758, 55)
market-cell: ರಾಶಿ-49,699-58,099 (30, 224, 113, 235)
divider (28, 1290, 268, 1291)
section-bar-blue (270, 1584, 900, 1596)
